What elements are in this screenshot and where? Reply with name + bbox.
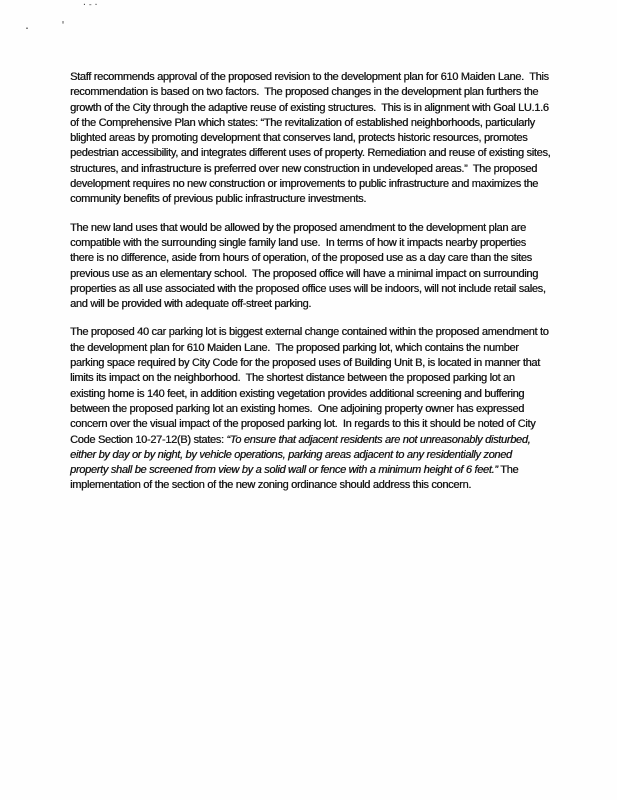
paragraph-land-use-compatibility [70,221,552,313]
document-body [70,70,552,507]
city-code-quote-italic: “To ensure that adjacent residents are not unreasonably disturbed, either by day or by night, by vehicle operations, parking areas adjacent to any residentially zoned property shall be screened from view by a solid wall or fence with a minimum height of 6 feet.” [70,433,534,477]
scan-speck-left-dot: . [24,21,31,32]
paragraph-text: Staff recommends approval of the proposed revision to the development plan for 610 Maiden Lane. This recommendation is based on two factors. The proposed changes in the development plan furthers the growth of the City through the adaptive reuse of existing structures. This is in alignment with Goal LU.1.6 of the Comprehensive Plan which states: “The revitalization of established neighborhoods, particularly blighted areas by promoting development that conserves land, protects historic resources, promotes pedestrian accessibility, and integrates different uses of property. Remediation and reuse of existing sites, structures, and infrastructure is preferred over new construction in undeveloped areas.” The proposed development requires no new construction or improvements to public infrastructure and maximizes the community benefits of previous public infrastructure investments. [70,71,554,206]
paragraph-text: The implementation of the section of the new zoning ordinance should address this concern. [70,464,521,492]
paragraph-text: The proposed 40 car parking lot is biggest external change contained within the proposed amendment to the development plan for 610 Maiden Lane. The proposed parking lot, which contains the number parking space required by City Code for the proposed uses of Building Unit B, is located in manner that limits its impact on the neighborhood. The shortest distance between the proposed parking lot an existing home is 140 feet, in addition existing vegetation provides additional screening and buffering between the proposed parking lot an existing homes. One adjoining property owner has expressed concern over the visual impact of the proposed parking lot. In regards to this it should be noted of City Code Section 10-27-12(B) states: [70,326,552,446]
paragraph-parking-lot [70,325,552,493]
paragraph-staff-recommendation [70,70,552,208]
scan-speck-top: ·-· [82,0,100,9]
paragraph-text: The new land uses that would be allowed by the proposed amendment to the development plan are compatible with the surrounding single family land use. In terms of how it impacts nearby properties there is no difference, aside from hours of operation, of the proposed use as a day care than the sites previous use as an elementary school. The proposed office will have a minimal impact on surrounding properties as all use associated with the proposed office uses will be indoors, will not include retail sales, and will be provided with adequate off-street parking. [70,221,549,311]
scan-speck-left-tick: ' [60,20,67,31]
